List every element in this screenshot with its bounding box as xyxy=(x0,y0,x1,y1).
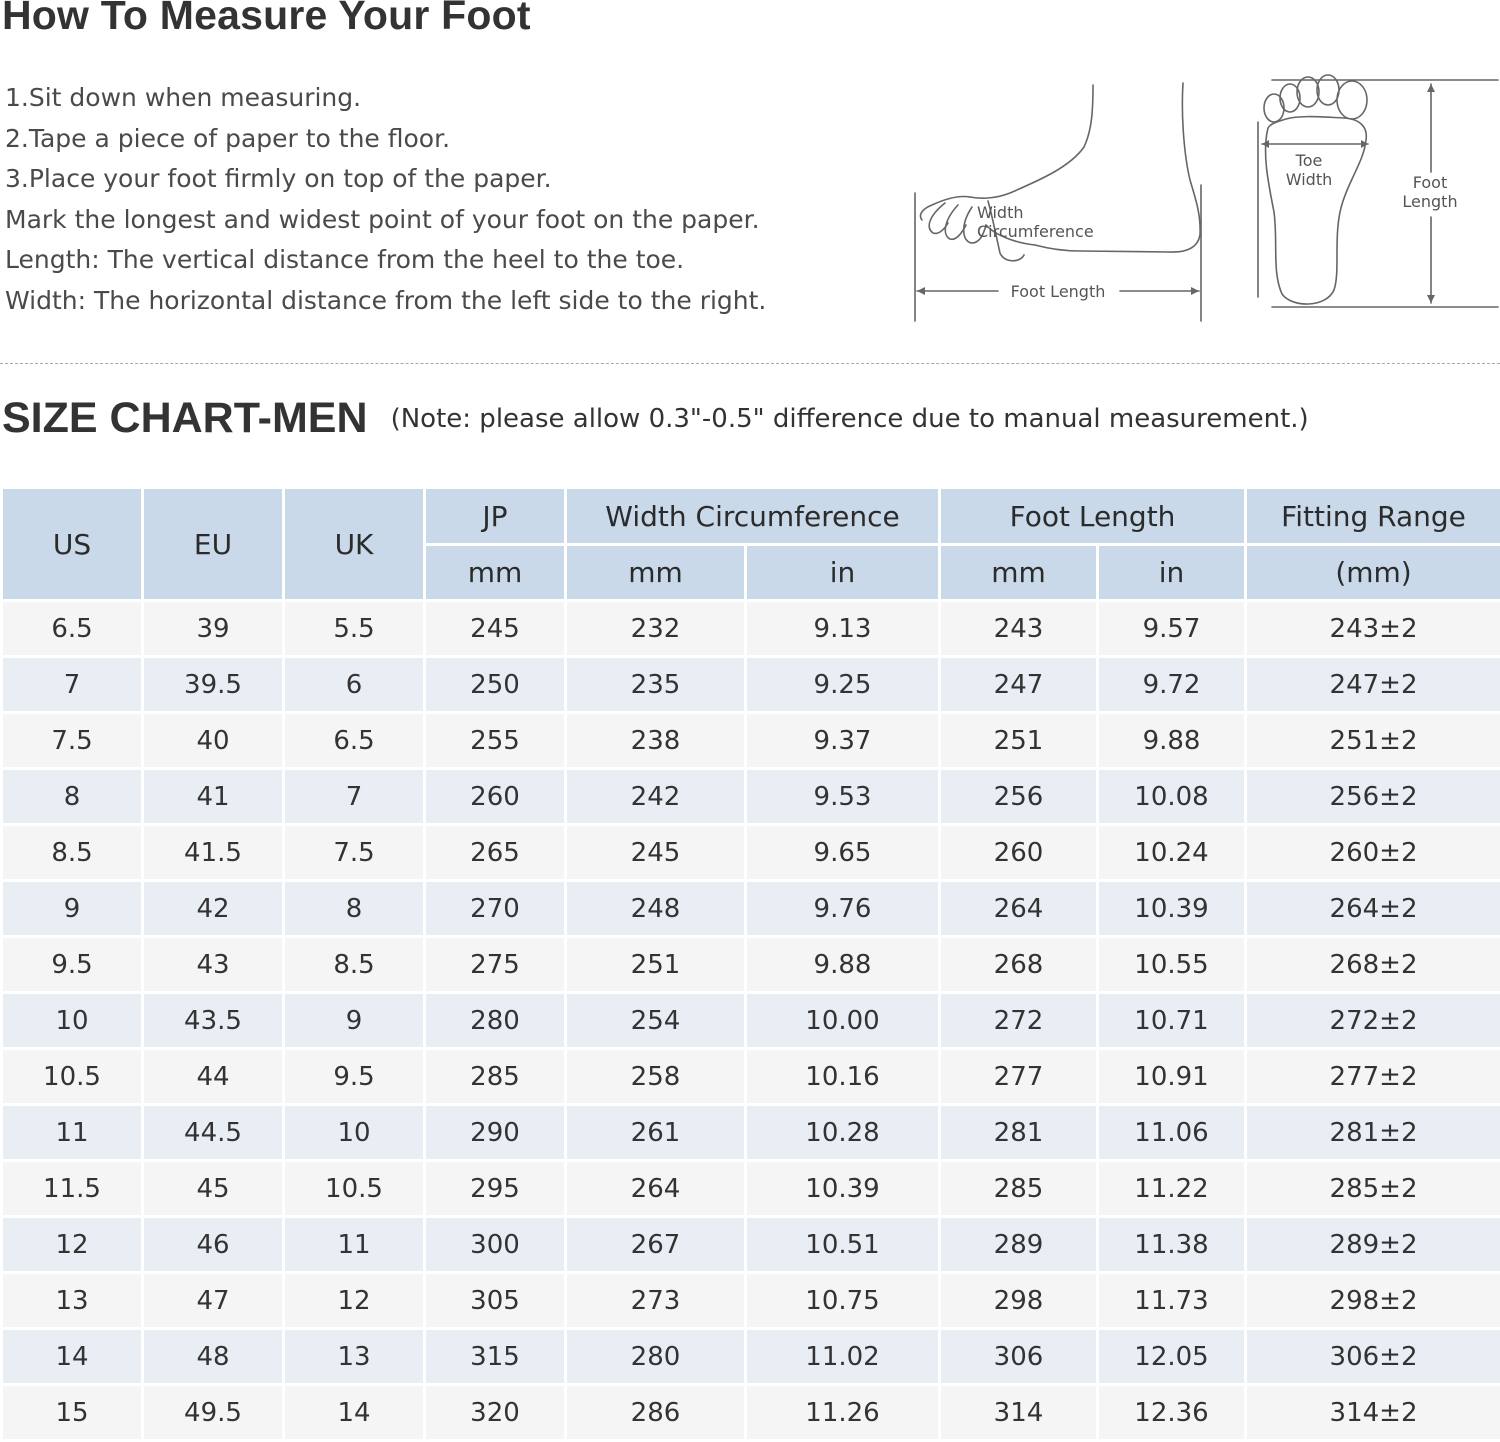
header-width-circumference: Width Circumference xyxy=(566,488,940,545)
step-place-foot: 3.Place your foot firmly on top of the paper. xyxy=(5,164,552,193)
cell-uk-size: 10 xyxy=(284,1105,425,1161)
cell-length-in: 9.57 xyxy=(1098,601,1246,657)
cell-us-size: 11 xyxy=(2,1105,143,1161)
width-circumference-label-2: Circumference xyxy=(977,222,1094,241)
header-uk: UK xyxy=(284,488,425,601)
cell-fitting-range: 281±2 xyxy=(1246,1105,1500,1161)
cell-jp-mm: 270 xyxy=(425,881,566,937)
cell-length-in: 10.91 xyxy=(1098,1049,1246,1105)
cell-fitting-range: 256±2 xyxy=(1246,769,1500,825)
cell-fitting-range: 268±2 xyxy=(1246,937,1500,993)
table-row xyxy=(2,825,1500,881)
cell-length-in: 11.06 xyxy=(1098,1105,1246,1161)
cell-uk-size: 7.5 xyxy=(284,825,425,881)
cell-width-mm: 248 xyxy=(566,881,746,937)
cell-width-in: 9.88 xyxy=(746,937,940,993)
cell-us-size: 6.5 xyxy=(2,601,143,657)
cell-jp-mm: 260 xyxy=(425,769,566,825)
width-circumference-label-1: Width xyxy=(977,203,1024,222)
length-definition: Length: The vertical distance from the heel to the toe. xyxy=(5,245,685,274)
cell-width-in: 11.02 xyxy=(746,1329,940,1385)
foot-length-label-2: Length xyxy=(1402,192,1458,211)
cell-length-in: 10.71 xyxy=(1098,993,1246,1049)
cell-jp-mm: 265 xyxy=(425,825,566,881)
size-chart-heading xyxy=(2,394,1309,443)
cell-length-in: 12.05 xyxy=(1098,1329,1246,1385)
cell-length-in: 12.36 xyxy=(1098,1385,1246,1441)
cell-fitting-range: 247±2 xyxy=(1246,657,1500,713)
table-row xyxy=(2,1049,1500,1105)
cell-uk-size: 5.5 xyxy=(284,601,425,657)
cell-fitting-range: 289±2 xyxy=(1246,1217,1500,1273)
cell-width-mm: 280 xyxy=(566,1329,746,1385)
step-tape-paper: 2.Tape a piece of paper to the floor. xyxy=(5,123,451,153)
cell-us-size: 13 xyxy=(2,1273,143,1329)
cell-us-size: 8 xyxy=(2,769,143,825)
cell-length-in: 10.08 xyxy=(1098,769,1246,825)
cell-jp-mm: 305 xyxy=(425,1273,566,1329)
cell-width-in: 9.37 xyxy=(746,713,940,769)
cell-width-in: 10.51 xyxy=(746,1217,940,1273)
header-length-in: in xyxy=(1098,545,1246,601)
cell-eu-size: 43 xyxy=(143,937,284,993)
cell-fitting-range: 298±2 xyxy=(1246,1273,1500,1329)
cell-width-mm: 232 xyxy=(566,601,746,657)
cell-jp-mm: 245 xyxy=(425,601,566,657)
cell-length-mm: 277 xyxy=(940,1049,1098,1105)
cell-uk-size: 6.5 xyxy=(284,713,425,769)
cell-eu-size: 44.5 xyxy=(143,1105,284,1161)
toe-width-label-1: Toe xyxy=(1295,151,1323,170)
size-chart-table xyxy=(0,486,1500,1442)
cell-width-mm: 254 xyxy=(566,993,746,1049)
cell-uk-size: 9 xyxy=(284,993,425,1049)
cell-eu-size: 49.5 xyxy=(143,1385,284,1441)
cell-uk-size: 9.5 xyxy=(284,1049,425,1105)
cell-eu-size: 44 xyxy=(143,1049,284,1105)
cell-uk-size: 8.5 xyxy=(284,937,425,993)
cell-length-in: 11.38 xyxy=(1098,1217,1246,1273)
cell-width-in: 10.75 xyxy=(746,1273,940,1329)
cell-width-mm: 245 xyxy=(566,825,746,881)
size-chart-body xyxy=(2,601,1500,1441)
cell-fitting-range: 306±2 xyxy=(1246,1329,1500,1385)
cell-uk-size: 7 xyxy=(284,769,425,825)
cell-length-mm: 260 xyxy=(940,825,1098,881)
cell-length-mm: 268 xyxy=(940,937,1098,993)
cell-width-mm: 286 xyxy=(566,1385,746,1441)
cell-fitting-range: 314±2 xyxy=(1246,1385,1500,1441)
toe-width-label-2: Width xyxy=(1285,170,1333,189)
table-row xyxy=(2,601,1500,657)
cell-uk-size: 13 xyxy=(284,1329,425,1385)
cell-us-size: 10.5 xyxy=(2,1049,143,1105)
cell-us-size: 7 xyxy=(2,657,143,713)
cell-eu-size: 39 xyxy=(143,601,284,657)
cell-uk-size: 8 xyxy=(284,881,425,937)
cell-length-mm: 281 xyxy=(940,1105,1098,1161)
cell-fitting-range: 285±2 xyxy=(1246,1161,1500,1217)
cell-width-mm: 273 xyxy=(566,1273,746,1329)
cell-width-in: 10.28 xyxy=(746,1105,940,1161)
cell-width-mm: 238 xyxy=(566,713,746,769)
cell-uk-size: 12 xyxy=(284,1273,425,1329)
cell-width-in: 10.39 xyxy=(746,1161,940,1217)
cell-us-size: 11.5 xyxy=(2,1161,143,1217)
cell-fitting-range: 272±2 xyxy=(1246,993,1500,1049)
cell-width-in: 11.26 xyxy=(746,1385,940,1441)
cell-width-in: 9.13 xyxy=(746,601,940,657)
cell-length-in: 10.55 xyxy=(1098,937,1246,993)
table-row xyxy=(2,937,1500,993)
cell-length-mm: 298 xyxy=(940,1273,1098,1329)
cell-jp-mm: 300 xyxy=(425,1217,566,1273)
cell-width-in: 9.25 xyxy=(746,657,940,713)
header-length-mm: mm xyxy=(940,545,1098,601)
cell-jp-mm: 255 xyxy=(425,713,566,769)
cell-length-in: 11.22 xyxy=(1098,1161,1246,1217)
cell-us-size: 10 xyxy=(2,993,143,1049)
foot-length-label: Foot Length xyxy=(1010,282,1106,301)
cell-us-size: 15 xyxy=(2,1385,143,1441)
width-definition: Width: The horizontal distance from the left side to the right. xyxy=(5,285,767,315)
cell-width-in: 9.53 xyxy=(746,769,940,825)
cell-length-mm: 247 xyxy=(940,657,1098,713)
cell-eu-size: 42 xyxy=(143,881,284,937)
cell-length-mm: 306 xyxy=(940,1329,1098,1385)
foot-sole-view-diagram xyxy=(1248,72,1500,317)
cell-eu-size: 43.5 xyxy=(143,993,284,1049)
header-fitting-unit: (mm) xyxy=(1246,545,1500,601)
cell-us-size: 7.5 xyxy=(2,713,143,769)
table-row xyxy=(2,1217,1500,1273)
cell-jp-mm: 275 xyxy=(425,937,566,993)
header-eu: EU xyxy=(143,488,284,601)
table-row xyxy=(2,1329,1500,1385)
table-row xyxy=(2,1105,1500,1161)
cell-jp-mm: 295 xyxy=(425,1161,566,1217)
cell-length-in: 10.24 xyxy=(1098,825,1246,881)
cell-fitting-range: 277±2 xyxy=(1246,1049,1500,1105)
cell-length-in: 9.88 xyxy=(1098,713,1246,769)
cell-jp-mm: 320 xyxy=(425,1385,566,1441)
cell-eu-size: 48 xyxy=(143,1329,284,1385)
cell-length-in: 11.73 xyxy=(1098,1273,1246,1329)
cell-eu-size: 45 xyxy=(143,1161,284,1217)
cell-uk-size: 6 xyxy=(284,657,425,713)
table-row xyxy=(2,881,1500,937)
cell-eu-size: 41 xyxy=(143,769,284,825)
cell-us-size: 14 xyxy=(2,1329,143,1385)
header-us: US xyxy=(2,488,143,601)
dashed-divider xyxy=(0,363,1500,364)
cell-jp-mm: 285 xyxy=(425,1049,566,1105)
cell-eu-size: 41.5 xyxy=(143,825,284,881)
foot-side-view-diagram xyxy=(900,75,1220,330)
cell-eu-size: 39.5 xyxy=(143,657,284,713)
cell-width-mm: 235 xyxy=(566,657,746,713)
cell-width-in: 9.65 xyxy=(746,825,940,881)
header-foot-length: Foot Length xyxy=(940,488,1246,545)
cell-uk-size: 11 xyxy=(284,1217,425,1273)
header-width-in: in xyxy=(746,545,940,601)
cell-us-size: 9 xyxy=(2,881,143,937)
table-row xyxy=(2,657,1500,713)
measuring-steps xyxy=(5,78,766,321)
cell-width-in: 10.00 xyxy=(746,993,940,1049)
table-row xyxy=(2,713,1500,769)
cell-jp-mm: 315 xyxy=(425,1329,566,1385)
cell-us-size: 8.5 xyxy=(2,825,143,881)
header-jp: JP xyxy=(425,488,566,545)
cell-length-mm: 289 xyxy=(940,1217,1098,1273)
cell-eu-size: 47 xyxy=(143,1273,284,1329)
step-sit-down: 1.Sit down when measuring. xyxy=(5,83,362,112)
table-row xyxy=(2,1385,1500,1441)
cell-length-mm: 314 xyxy=(940,1385,1098,1441)
cell-width-mm: 258 xyxy=(566,1049,746,1105)
cell-width-mm: 267 xyxy=(566,1217,746,1273)
cell-width-mm: 242 xyxy=(566,769,746,825)
cell-length-in: 9.72 xyxy=(1098,657,1246,713)
cell-length-mm: 251 xyxy=(940,713,1098,769)
cell-us-size: 9.5 xyxy=(2,937,143,993)
cell-width-mm: 264 xyxy=(566,1161,746,1217)
cell-eu-size: 40 xyxy=(143,713,284,769)
cell-fitting-range: 260±2 xyxy=(1246,825,1500,881)
cell-uk-size: 10.5 xyxy=(284,1161,425,1217)
table-row xyxy=(2,993,1500,1049)
cell-width-mm: 261 xyxy=(566,1105,746,1161)
table-row xyxy=(2,1161,1500,1217)
header-jp-mm: mm xyxy=(425,545,566,601)
size-chart-title: SIZE CHART-MEN xyxy=(2,394,368,442)
cell-length-mm: 272 xyxy=(940,993,1098,1049)
measurement-note: (Note: please allow 0.3"-0.5" difference due to manual measurement.) xyxy=(390,403,1309,434)
page-title: How To Measure Your Foot xyxy=(2,0,531,38)
foot-length-label-1: Foot xyxy=(1412,173,1448,192)
cell-us-size: 12 xyxy=(2,1217,143,1273)
cell-fitting-range: 243±2 xyxy=(1246,601,1500,657)
cell-uk-size: 14 xyxy=(284,1385,425,1441)
cell-fitting-range: 251±2 xyxy=(1246,713,1500,769)
cell-fitting-range: 264±2 xyxy=(1246,881,1500,937)
cell-jp-mm: 280 xyxy=(425,993,566,1049)
cell-width-in: 10.16 xyxy=(746,1049,940,1105)
cell-eu-size: 46 xyxy=(143,1217,284,1273)
cell-length-in: 10.39 xyxy=(1098,881,1246,937)
table-row xyxy=(2,769,1500,825)
cell-jp-mm: 290 xyxy=(425,1105,566,1161)
cell-length-mm: 243 xyxy=(940,601,1098,657)
cell-length-mm: 264 xyxy=(940,881,1098,937)
header-fitting-range: Fitting Range xyxy=(1246,488,1500,545)
cell-jp-mm: 250 xyxy=(425,657,566,713)
header-width-mm: mm xyxy=(566,545,746,601)
cell-width-in: 9.76 xyxy=(746,881,940,937)
step-mark-points: Mark the longest and widest point of your foot on the paper. xyxy=(5,204,760,234)
cell-width-mm: 251 xyxy=(566,937,746,993)
cell-length-mm: 256 xyxy=(940,769,1098,825)
table-row xyxy=(2,1273,1500,1329)
cell-length-mm: 285 xyxy=(940,1161,1098,1217)
